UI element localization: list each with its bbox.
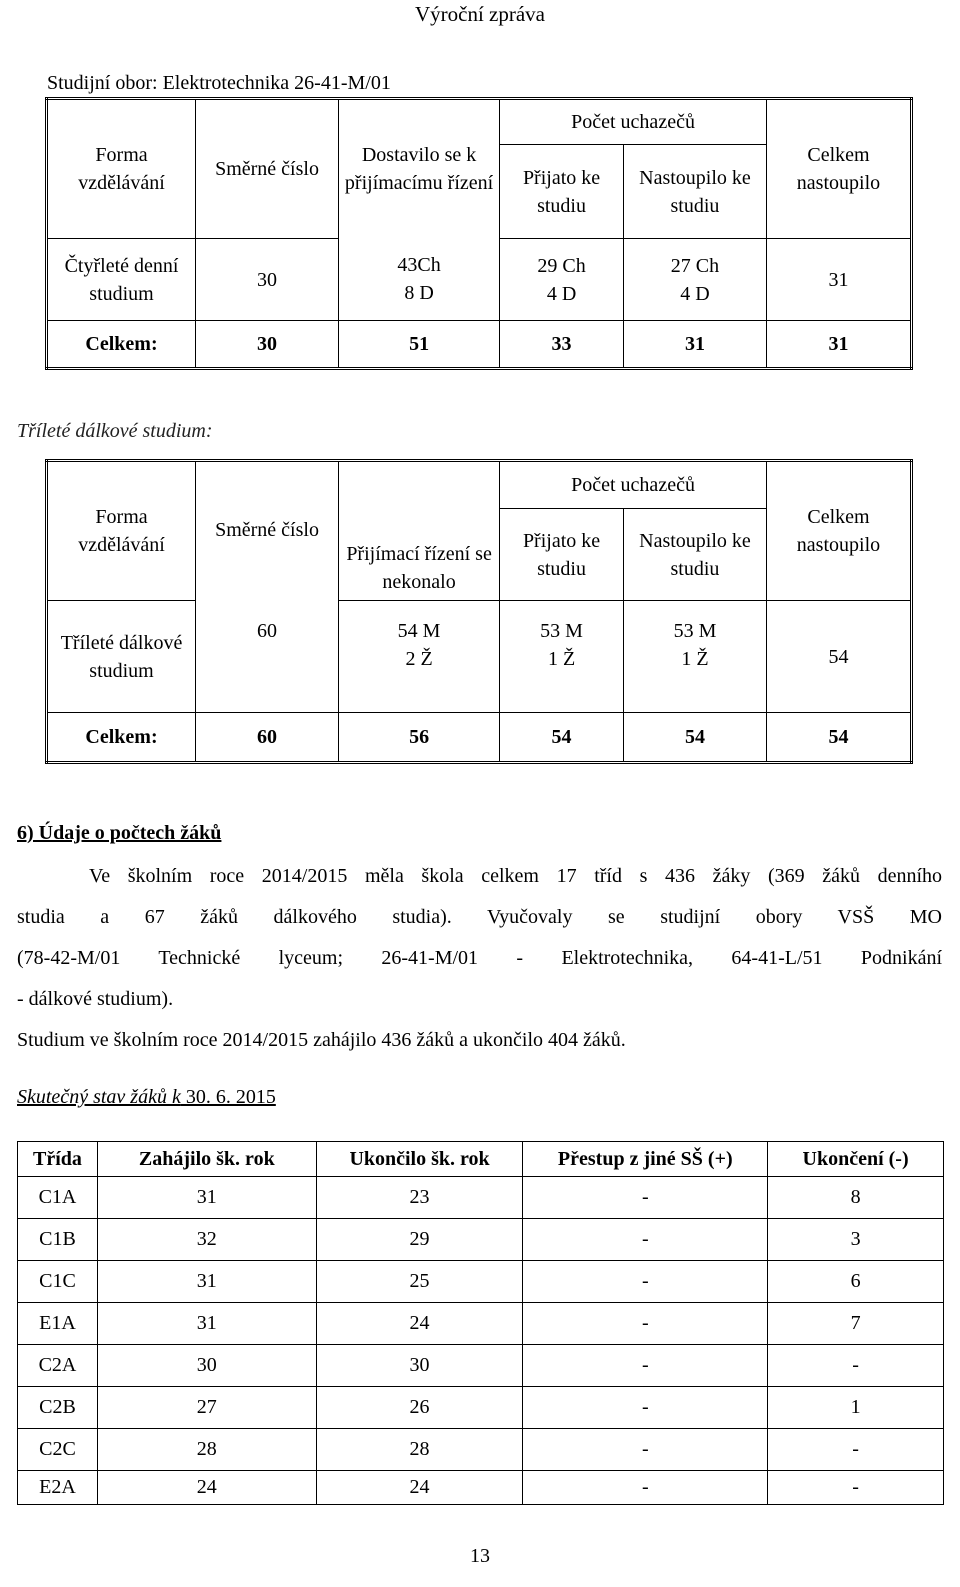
section-title: 6) Údaje o počtech žáků	[17, 822, 222, 844]
table-cell: 29	[316, 1219, 523, 1261]
row-forma: Čtyřleté denní studium	[47, 239, 196, 321]
table-cell: 1	[768, 1387, 944, 1429]
table-cell: -	[523, 1219, 768, 1261]
column-header: Zahájilo šk. rok	[97, 1142, 316, 1177]
column-header: Ukončení (-)	[768, 1142, 944, 1177]
header-nastoupilo: Nastoupilo ke studiu	[623, 509, 766, 601]
table-row	[18, 1261, 944, 1303]
column-header: Přestup z jiné SŠ (+)	[523, 1142, 768, 1177]
admissions-table-electro	[45, 97, 913, 370]
actual-state-heading	[17, 1086, 276, 1109]
table-cell: 28	[316, 1429, 523, 1471]
table-cell: 8	[768, 1177, 944, 1219]
table-cell: 31	[97, 1177, 316, 1219]
section-distance-title: Tříleté dálkové studium:	[17, 420, 213, 442]
table-cell: C2C	[18, 1429, 98, 1471]
row-smerne: 30	[196, 239, 339, 321]
total-value: 54	[766, 713, 911, 763]
table-cell: -	[523, 1177, 768, 1219]
table-cell: 24	[316, 1303, 523, 1345]
column-header: Ukončilo šk. rok	[316, 1142, 523, 1177]
header-prijato: Přijato ke studiu	[500, 145, 624, 239]
header-forma: Forma vzdělávání	[47, 99, 196, 239]
table-cell: -	[523, 1261, 768, 1303]
row-prijimaci: 54 M 2 Ž	[339, 601, 500, 713]
total-value: 60	[196, 713, 339, 763]
paragraph-line: (78-42-M/01 Technické lyceum; 26-41-M/01 - Elektrotechnika, 64-41-L/51 Podnikání	[17, 947, 942, 969]
paragraph-line: Ve školním roce 2014/2015 měla škola celkem 17 tříd s 436 žáky (369 žáků denního	[89, 865, 942, 887]
table-cell: C1B	[18, 1219, 98, 1261]
page-header: Výroční zpráva	[414, 2, 546, 26]
table-row	[18, 1177, 944, 1219]
table-cell: -	[523, 1471, 768, 1505]
table-row	[18, 1471, 944, 1505]
table-cell: 28	[97, 1429, 316, 1471]
table-cell: -	[768, 1429, 944, 1471]
table-row	[18, 1429, 944, 1471]
header-prijimaci: Přijímací řízení se nekonalo	[339, 461, 500, 601]
table-cell: 26	[316, 1387, 523, 1429]
row-dostavilo: 43Ch 8 D	[339, 239, 500, 321]
total-value: 54	[500, 713, 624, 763]
table-cell: 6	[768, 1261, 944, 1303]
header-nastoupilo: Nastoupilo ke studiu	[623, 145, 766, 239]
table-cell: E2A	[18, 1471, 98, 1505]
row-nastoupilo: 27 Ch 4 D	[623, 239, 766, 321]
total-value: 33	[500, 321, 624, 369]
table-cell: 7	[768, 1303, 944, 1345]
paragraph-line: - dálkové studium).	[17, 988, 174, 1010]
total-value: 54	[623, 713, 766, 763]
total-value: 56	[339, 713, 500, 763]
table-row	[18, 1219, 944, 1261]
table-cell: -	[768, 1345, 944, 1387]
total-label: Celkem:	[47, 321, 196, 369]
total-value: 31	[766, 321, 911, 369]
table-row	[18, 1303, 944, 1345]
row-celkem: 54	[766, 601, 911, 713]
total-label: Celkem:	[47, 713, 196, 763]
table-cell: C1A	[18, 1177, 98, 1219]
header-smerne: Směrné číslo	[196, 461, 339, 601]
actual-state-label: Skutečný stav žáků k	[17, 1086, 181, 1108]
table-cell: -	[523, 1429, 768, 1471]
table-cell: 24	[97, 1471, 316, 1505]
row-nastoupilo: 53 M 1 Ž	[623, 601, 766, 713]
row-prijato: 53 M 1 Ž	[500, 601, 624, 713]
table-cell: 30	[316, 1345, 523, 1387]
row-smerne: 60	[196, 601, 339, 713]
header-pocet: Počet uchazečů	[500, 99, 767, 145]
table-cell: -	[523, 1345, 768, 1387]
row-celkem: 31	[766, 239, 911, 321]
total-value: 51	[339, 321, 500, 369]
header-prijato: Přijato ke studiu	[500, 509, 624, 601]
table-cell: C2B	[18, 1387, 98, 1429]
actual-state-date: 30. 6. 2015	[180, 1086, 276, 1108]
header-dostavilo: Dostavilo se k přijímacímu řízení	[339, 99, 500, 239]
table-cell: 32	[97, 1219, 316, 1261]
total-value: 31	[623, 321, 766, 369]
header-celkem: Celkem nastoupilo	[766, 461, 911, 601]
table-header-row	[18, 1142, 944, 1177]
row-prijato: 29 Ch 4 D	[500, 239, 624, 321]
table-cell: E1A	[18, 1303, 98, 1345]
table-row	[18, 1387, 944, 1429]
header-smerne: Směrné číslo	[196, 99, 339, 239]
paragraph-line: studia a 67 žáků dálkového studia). Vyučovaly se studijní obory VSŠ MO	[17, 906, 942, 928]
table-row	[18, 1345, 944, 1387]
header-celkem: Celkem nastoupilo	[766, 99, 911, 239]
table-cell: C1C	[18, 1261, 98, 1303]
table-cell: -	[768, 1471, 944, 1505]
paragraph-summary: Studium ve školním roce 2014/2015 zahájilo 436 žáků a ukončilo 404 žáků.	[17, 1029, 626, 1051]
table-cell: 3	[768, 1219, 944, 1261]
total-value: 30	[196, 321, 339, 369]
table-cell: 23	[316, 1177, 523, 1219]
table-cell: 31	[97, 1303, 316, 1345]
table-cell: 24	[316, 1471, 523, 1505]
obor-title: Studijní obor: Elektrotechnika 26-41-M/01	[47, 72, 391, 94]
table-cell: 30	[97, 1345, 316, 1387]
page-number: 13	[470, 1545, 490, 1567]
table-cell: C2A	[18, 1345, 98, 1387]
table-cell: 27	[97, 1387, 316, 1429]
table-cell: -	[523, 1303, 768, 1345]
column-header: Třída	[18, 1142, 98, 1177]
row-forma: Tříleté dálkové studium	[47, 601, 196, 713]
admissions-table-distance	[45, 459, 913, 764]
header-forma: Forma vzdělávání	[47, 461, 196, 601]
header-pocet: Počet uchazečů	[500, 461, 767, 509]
table-cell: -	[523, 1387, 768, 1429]
classes-table	[17, 1141, 944, 1505]
paragraph-students	[17, 856, 942, 1061]
table-cell: 25	[316, 1261, 523, 1303]
table-cell: 31	[97, 1261, 316, 1303]
